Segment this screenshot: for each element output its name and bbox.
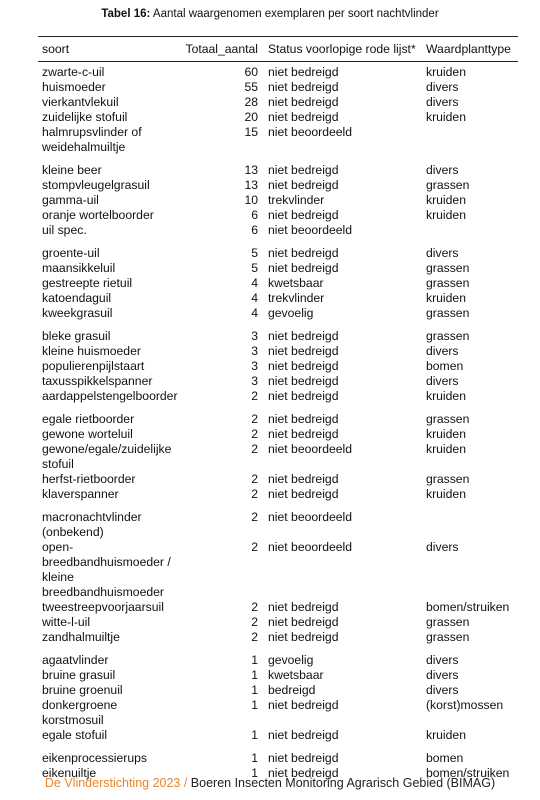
table-body (38, 62, 518, 783)
cell-totaal-aantal: 1 (251, 683, 258, 697)
cell-waardplanttype: grassen (426, 412, 470, 426)
cell-totaal-aantal: 2 (251, 600, 258, 614)
cell-totaal-aantal: 3 (251, 374, 258, 388)
cell-waardplanttype: divers (426, 163, 459, 177)
cell-soort: witte-l-uil (42, 615, 91, 629)
table-row (38, 510, 518, 540)
cell-status: niet bedreigd (268, 389, 339, 403)
cell-totaal-aantal: 4 (251, 306, 258, 320)
cell-waardplanttype: kruiden (426, 65, 466, 79)
cell-waardplanttype: kruiden (426, 208, 466, 222)
cell-status: niet beoordeeld (268, 442, 353, 456)
cell-soort: gamma-uil (42, 193, 99, 207)
cell-soort: egale stofuil (42, 728, 108, 742)
table-row (38, 540, 518, 600)
cell-soort: oranje wortelboorder (42, 208, 154, 222)
cell-status: niet bedreigd (268, 178, 339, 192)
table-row (38, 683, 518, 698)
cell-soort: eikenprocessierups (42, 751, 148, 765)
cell-waardplanttype: grassen (426, 615, 470, 629)
cell-status: niet bedreigd (268, 698, 339, 712)
cell-status: niet beoordeeld (268, 125, 353, 139)
cell-soort: macronachtvlinder (onbekend) (42, 510, 142, 539)
cell-soort: populierenpijlstaart (42, 359, 145, 373)
cell-waardplanttype: divers (426, 344, 459, 358)
table-row (38, 178, 518, 193)
cell-waardplanttype: bomen/struiken (426, 600, 510, 614)
table-row (38, 472, 518, 487)
cell-waardplanttype: kruiden (426, 442, 466, 456)
cell-waardplanttype: divers (426, 95, 459, 109)
cell-status: niet bedreigd (268, 600, 339, 614)
cell-status: niet beoordeeld (268, 223, 353, 237)
cell-totaal-aantal: 3 (251, 329, 258, 343)
cell-waardplanttype: divers (426, 540, 459, 554)
cell-status: niet bedreigd (268, 344, 339, 358)
cell-soort: stompvleugelgrasuil (42, 178, 150, 192)
footer-organisation: De Vlinderstichting 2023 / (44, 776, 188, 790)
cell-status: niet bedreigd (268, 261, 339, 275)
table-row (38, 653, 518, 668)
table-row (38, 261, 518, 276)
cell-status: niet bedreigd (268, 208, 339, 222)
cell-waardplanttype: bomen (426, 359, 464, 373)
cell-status: niet bedreigd (268, 359, 339, 373)
cell-status: niet bedreigd (268, 728, 339, 742)
table-row (38, 728, 518, 743)
cell-waardplanttype: kruiden (426, 487, 466, 501)
cell-status: gevoelig (268, 306, 314, 320)
cell-waardplanttype: kruiden (426, 291, 466, 305)
cell-totaal-aantal: 15 (244, 125, 258, 139)
cell-soort: groente-uil (42, 246, 100, 260)
cell-soort: gestreepte rietuil (42, 276, 133, 290)
row-group (38, 650, 518, 745)
table-row (38, 95, 518, 110)
header-totaal-aantal: Totaal_aantal (185, 41, 258, 56)
cell-soort: donkergroene korstmosuil (42, 698, 118, 727)
footer-project: Boeren Insecten Monitoring Agrarisch Gebied (BIMAG) (187, 776, 496, 790)
cell-waardplanttype: kruiden (426, 728, 466, 742)
table-row (38, 487, 518, 502)
table-row (38, 223, 518, 238)
cell-totaal-aantal: 2 (251, 442, 258, 456)
table-row (38, 329, 518, 344)
cell-status: niet bedreigd (268, 751, 339, 765)
cell-soort: huismoeder (42, 80, 106, 94)
cell-status: trekvlinder (268, 193, 325, 207)
table-row (38, 389, 518, 404)
cell-totaal-aantal: 13 (244, 178, 258, 192)
cell-totaal-aantal: 2 (251, 630, 258, 644)
caption-text: Aantal waargenomen exemplaren per soort nachtvlinder (152, 8, 439, 20)
cell-totaal-aantal: 2 (251, 487, 258, 501)
table-row (38, 276, 518, 291)
cell-soort: taxusspikkelspanner (42, 374, 153, 388)
cell-status: niet bedreigd (268, 630, 339, 644)
cell-waardplanttype: divers (426, 80, 459, 94)
cell-status: kwetsbaar (268, 668, 324, 682)
cell-totaal-aantal: 1 (251, 668, 258, 682)
table-row (38, 442, 518, 472)
cell-soort: bruine groenuil (42, 683, 123, 697)
cell-status: niet bedreigd (268, 412, 339, 426)
cell-soort: katoendaguil (42, 291, 112, 305)
cell-totaal-aantal: 1 (251, 766, 258, 780)
cell-totaal-aantal: 4 (251, 291, 258, 305)
caption-label: Tabel 16: (101, 8, 151, 20)
table-row (38, 630, 518, 645)
cell-status: trekvlinder (268, 291, 325, 305)
cell-totaal-aantal: 3 (251, 344, 258, 358)
cell-status: niet bedreigd (268, 487, 339, 501)
cell-soort: bleke grasuil (42, 329, 111, 343)
page-footer (0, 776, 540, 790)
cell-totaal-aantal: 1 (251, 728, 258, 742)
table-row (38, 427, 518, 442)
cell-totaal-aantal: 60 (244, 65, 258, 79)
cell-totaal-aantal: 3 (251, 359, 258, 373)
cell-soort: bruine grasuil (42, 668, 116, 682)
cell-status: niet bedreigd (268, 427, 339, 441)
cell-totaal-aantal: 2 (251, 472, 258, 486)
cell-soort: gewone/egale/zuidelijke stofuil (42, 442, 172, 471)
cell-soort: herfst-rietboorder (42, 472, 136, 486)
cell-soort: vierkantvlekuil (42, 95, 119, 109)
cell-waardplanttype: divers (426, 374, 459, 388)
cell-soort: kleine huismoeder (42, 344, 141, 358)
cell-status: niet bedreigd (268, 329, 339, 343)
table-row (38, 125, 518, 155)
header-waardplanttype: Waardplanttype (426, 41, 511, 56)
cell-status: niet bedreigd (268, 472, 339, 486)
cell-waardplanttype: grassen (426, 630, 470, 644)
cell-totaal-aantal: 6 (251, 208, 258, 222)
cell-soort: zandhalmuiltje (42, 630, 120, 644)
cell-status: niet bedreigd (268, 95, 339, 109)
cell-status: niet bedreigd (268, 163, 339, 177)
table-header (38, 36, 518, 62)
cell-soort: kweekgrasuil (42, 306, 113, 320)
cell-soort: tweestreepvoorjaarsuil (42, 600, 164, 614)
table-caption (0, 8, 540, 20)
cell-totaal-aantal: 20 (244, 110, 258, 124)
cell-soort: kleine beer (42, 163, 102, 177)
cell-totaal-aantal: 13 (244, 163, 258, 177)
row-group (38, 409, 518, 504)
cell-totaal-aantal: 1 (251, 653, 258, 667)
row-group (38, 507, 518, 647)
cell-waardplanttype: grassen (426, 329, 470, 343)
table-row (38, 65, 518, 80)
cell-soort: aardappelstengelboorder (42, 389, 178, 403)
species-table (38, 36, 518, 783)
cell-totaal-aantal: 2 (251, 510, 258, 524)
cell-soort: zuidelijke stofuil (42, 110, 128, 124)
cell-totaal-aantal: 2 (251, 389, 258, 403)
table-row (38, 600, 518, 615)
table-row (38, 306, 518, 321)
table-row (38, 668, 518, 683)
cell-waardplanttype: grassen (426, 276, 470, 290)
cell-status: niet bedreigd (268, 615, 339, 629)
cell-totaal-aantal: 10 (244, 193, 258, 207)
table-row (38, 412, 518, 427)
cell-waardplanttype: divers (426, 683, 459, 697)
cell-waardplanttype: bomen (426, 751, 464, 765)
table-row (38, 80, 518, 95)
cell-waardplanttype: kruiden (426, 193, 466, 207)
cell-waardplanttype: grassen (426, 306, 470, 320)
cell-totaal-aantal: 1 (251, 698, 258, 712)
cell-soort: uil spec. (42, 223, 87, 237)
cell-status: niet bedreigd (268, 766, 339, 780)
header-status: Status voorlopige rode lijst* (268, 41, 416, 56)
cell-status: niet bedreigd (268, 374, 339, 388)
cell-soort: halmrupsvlinder of weidehalmuiltje (42, 125, 142, 154)
cell-totaal-aantal: 28 (244, 95, 258, 109)
table-row (38, 208, 518, 223)
cell-waardplanttype: kruiden (426, 427, 466, 441)
table-row (38, 110, 518, 125)
cell-waardplanttype: bomen/struiken (426, 766, 510, 780)
table-row (38, 751, 518, 766)
cell-status: niet beoordeeld (268, 510, 353, 524)
table-row (38, 615, 518, 630)
cell-soort: agaatvlinder (42, 653, 109, 667)
table-row (38, 193, 518, 208)
cell-status: niet bedreigd (268, 65, 339, 79)
row-group (38, 62, 518, 157)
cell-totaal-aantal: 55 (244, 80, 258, 94)
cell-status: bedreigd (268, 683, 316, 697)
cell-status: niet bedreigd (268, 80, 339, 94)
header-soort: soort (42, 41, 70, 56)
cell-waardplanttype: kruiden (426, 110, 466, 124)
cell-totaal-aantal: 2 (251, 412, 258, 426)
cell-soort: eikenuiltje (42, 766, 97, 780)
cell-totaal-aantal: 1 (251, 751, 258, 765)
cell-waardplanttype: divers (426, 246, 459, 260)
cell-status: kwetsbaar (268, 276, 324, 290)
cell-soort: zwarte-c-uil (42, 65, 105, 79)
cell-soort: open-breedbandhuismoeder / kleine breedbandhuismoeder (42, 540, 171, 599)
cell-waardplanttype: grassen (426, 472, 470, 486)
cell-totaal-aantal: 2 (251, 615, 258, 629)
cell-waardplanttype: divers (426, 668, 459, 682)
cell-status: niet beoordeeld (268, 540, 353, 554)
table-row (38, 291, 518, 306)
table-row (38, 163, 518, 178)
cell-status: niet bedreigd (268, 110, 339, 124)
table-row (38, 698, 518, 728)
cell-status: gevoelig (268, 653, 314, 667)
cell-soort: egale rietboorder (42, 412, 135, 426)
cell-waardplanttype: (korst)mossen (426, 698, 504, 712)
cell-waardplanttype: divers (426, 653, 459, 667)
table-row (38, 359, 518, 374)
cell-soort: gewone worteluil (42, 427, 133, 441)
cell-totaal-aantal: 4 (251, 276, 258, 290)
cell-totaal-aantal: 2 (251, 427, 258, 441)
row-group (38, 160, 518, 240)
cell-totaal-aantal: 6 (251, 223, 258, 237)
table-row (38, 344, 518, 359)
table-row (38, 246, 518, 261)
cell-waardplanttype: kruiden (426, 389, 466, 403)
cell-status: niet bedreigd (268, 246, 339, 260)
cell-totaal-aantal: 5 (251, 246, 258, 260)
cell-waardplanttype: grassen (426, 178, 470, 192)
table-row (38, 374, 518, 389)
row-group (38, 326, 518, 406)
cell-waardplanttype: grassen (426, 261, 470, 275)
row-group (38, 243, 518, 323)
cell-soort: maansikkeluil (42, 261, 116, 275)
cell-soort: klaverspanner (42, 487, 119, 501)
cell-totaal-aantal: 5 (251, 261, 258, 275)
cell-totaal-aantal: 2 (251, 540, 258, 554)
